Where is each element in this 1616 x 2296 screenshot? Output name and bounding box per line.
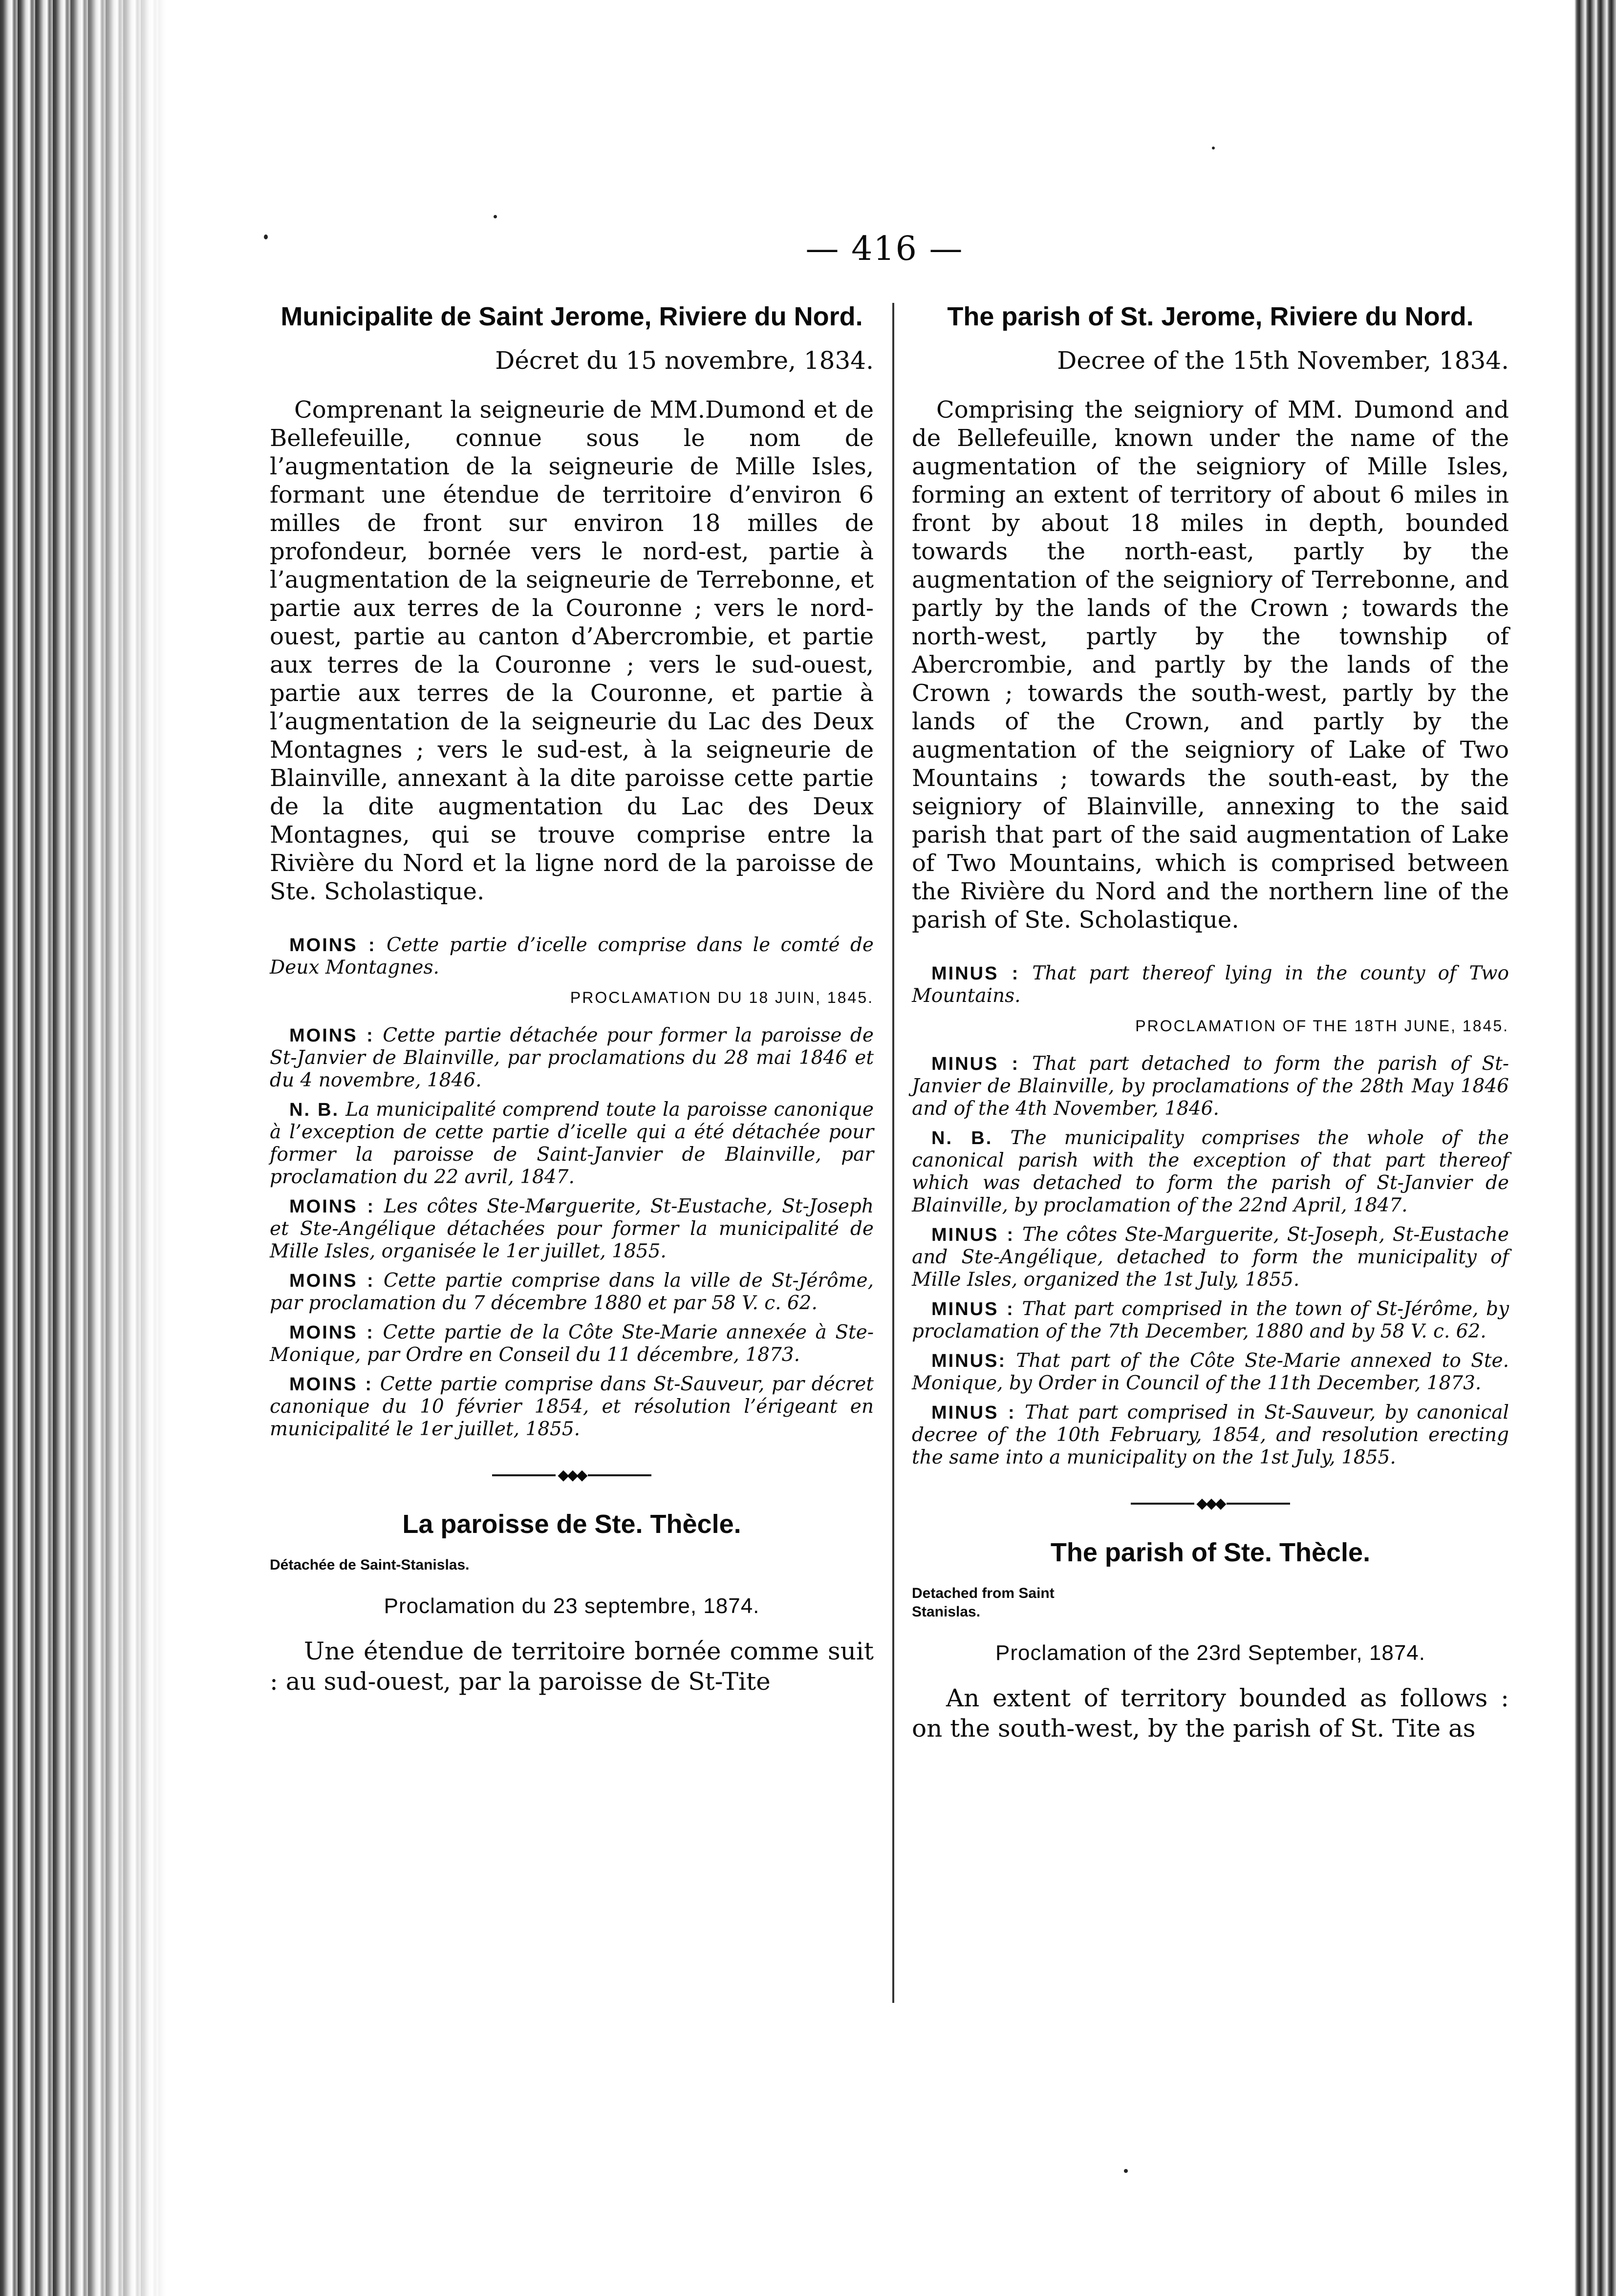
note-text: That part thereof lying in the county of Two Mountains.: [912, 962, 1509, 1007]
note-label: MOINS :: [289, 1374, 373, 1395]
note-text: La municipalité comprend toute la paroisse canonique à l’exception de cette partie d’icelle qui a été détachée pour former la paroisse de Saint-Janvier de Blainville, par proclamation du 22 avril, 1847.: [270, 1099, 874, 1188]
scan-speck: [1124, 2169, 1128, 2173]
note: [270, 1321, 874, 1366]
note: [270, 1270, 874, 1315]
note: [912, 1402, 1509, 1469]
detached-note: Détachée de Saint-Stanislas.: [270, 1557, 470, 1573]
scan-speck: [1212, 147, 1215, 149]
proclamation-line: Proclamation du 23 septembre, 1874.: [384, 1594, 760, 1618]
body-paragraph: Une étendue de territoire bornée comme suit : au sud-ouest, par la paroisse de St-Tite: [270, 1637, 874, 1696]
body-paragraph: Comprenant la seigneurie de MM.Dumond et de Bellefeuille, connue sous le nom de l’augmentation de la seigneurie de Mille Isles, formant une étendue de territoire d’environ 6 milles de front sur environ 18 milles de profondeur, bornée vers le nord-est, partie à l’augmentation de la seigneurie de Terrebonne, et partie aux terres de la Couronne ; vers le nord-ouest, partie au canton d’Abercrombie, et partie aux terres de la Couronne ; vers le sud-ouest, partie aux terres de la Couronne, et partie à l’augmentation de la seigneurie du Lac des Deux Montagnes ; vers le sud-est, à la seigneurie de Blainville, annexant à la dite paroisse cette partie de la dite augmentation du Lac des Deux Montagnes, qui se trouve comprise entre la Rivière du Nord et la ligne nord de la paroisse de Ste. Scholastique.: [270, 396, 874, 905]
note-label: MOINS :: [289, 935, 376, 956]
note: [912, 1298, 1509, 1343]
note-label: MINUS :: [931, 963, 1020, 984]
note-text: Cette partie d’icelle comprise dans le comté de Deux Montagnes.: [270, 934, 874, 978]
note-label: MINUS :: [931, 1225, 1015, 1245]
section-separator: ◆◆◆: [912, 1496, 1509, 1511]
note-text: Cette partie de la Côte Ste-Marie annexée à Ste-Monique, par Ordre en Conseil du 11 décembre, 1873.: [270, 1321, 874, 1366]
note-text: The municipality comprises the whole of the canonical parish with the exception of that part thereof which was detached to form the parish of St-Janvier de Blainville, by proclamation of the 22nd April, 1847.: [912, 1127, 1509, 1216]
note: [912, 1127, 1509, 1217]
note-label: MOINS :: [289, 1196, 375, 1217]
note: [270, 1195, 874, 1263]
note-label: MOINS :: [289, 1025, 374, 1046]
note-label: MINUS:: [931, 1351, 1007, 1371]
note-text: That part comprised in the town of St-Jérôme, by proclamation of the 7th December, 1880 and by 58 V. c. 62.: [912, 1298, 1509, 1342]
note-text: That part comprised in St-Sauveur, by canonical decree of the 10th February, 1854, and resolution erecting the same into a municipality on the 1st July, 1855.: [912, 1402, 1509, 1468]
note-text: The côtes Ste-Marguerite, St-Joseph, St-Eustache and Ste-Angélique, detached to form the municipality of Mille Isles, organized the 1st July, 1855.: [912, 1224, 1509, 1291]
scan-speck: [494, 215, 497, 218]
note: [912, 1224, 1509, 1291]
note: [912, 962, 1509, 1007]
note-text: Les côtes Ste-Marguerite, St-Eustache, St-Joseph et Ste-Angélique détachées pour former la municipalité de Mille Isles, organisée le 1er juillet, 1855.: [270, 1195, 874, 1262]
left-column: [270, 298, 874, 1697]
column-divider: [892, 303, 894, 2003]
section-heading: The parish of Ste. Thècle.: [1050, 1538, 1371, 1567]
note-label: MINUS :: [931, 1403, 1016, 1423]
note-label: MINUS :: [931, 1299, 1014, 1319]
proclamation-line: PROCLAMATION OF THE 18TH JUNE, 1845.: [1135, 1017, 1509, 1035]
note-text: Cette partie comprise dans St-Sauveur, par décret canonique du 10 février 1854, et résolution l’érigeant en municipalité le 1er juillet, 1855.: [270, 1373, 874, 1440]
section-heading: The parish of St. Jerome, Riviere du Nord.: [947, 302, 1474, 331]
scan-edge-left: [0, 0, 166, 2296]
note: [912, 1350, 1509, 1395]
note: [270, 1373, 874, 1441]
note-label: MOINS :: [289, 1322, 374, 1343]
note: [270, 1024, 874, 1092]
body-paragraph: Comprising the seigniory of MM. Dumond and de Bellefeuille, known under the name of the augmentation of the seigniory of Mille Isles, forming an extent of territory of about 6 miles in front by about 18 miles in depth, bounded towards the north-east, partly by the augmentation of the seigniory of Terrebonne, and partly by the lands of the Crown ; towards the north-west, partly by the township of Abercrombie, and partly by the lands of the Crown ; towards the south-west, partly by the lands of the Crown, and partly by the augmentation of the seigniory of Lake of Two Mountains ; towards the south-east, by the seigniory of Blainville, annexing to the said parish that part of the said augmentation of Lake of Two Mountains, which is comprised between the Rivière du Nord and the northern line of the parish of Ste. Scholastique.: [912, 396, 1509, 934]
section-separator: ◆◆◆: [270, 1468, 874, 1483]
note-text: Cette partie détachée pour former la paroisse de St-Janvier de Blainville, par proclamations du 28 mai 1846 et du 4 novembre, 1846.: [270, 1024, 874, 1091]
section-heading: La paroisse de Ste. Thècle.: [402, 1509, 741, 1539]
note-text: Cette partie comprise dans la ville de St-Jérôme, par proclamation du 7 décembre 1880 et par 58 V. c. 62.: [270, 1270, 874, 1314]
section-heading: Municipalite de Saint Jerome, Riviere du Nord.: [280, 302, 863, 331]
note: [270, 1099, 874, 1189]
proclamation-line: Proclamation of the 23rd September, 1874.: [995, 1641, 1425, 1665]
note-label: MINUS :: [931, 1054, 1020, 1074]
note-text: That part detached to form the parish of St-Janvier de Blainville, by proclamations of the 28th May 1846 and of the 4th November, 1846.: [912, 1053, 1509, 1120]
scan-edge-right: [1574, 0, 1616, 2296]
body-paragraph: An extent of territory bounded as follows : on the south-west, by the parish of St. Tite as: [912, 1684, 1509, 1743]
detached-note: Detached from Saint Stanislas.: [912, 1585, 1055, 1620]
decree-date: Decree of the 15th November, 1834.: [1057, 346, 1509, 375]
note-text: That part of the Côte Ste-Marie annexed to Ste. Monique, by Order in Council of the 11th December, 1873.: [912, 1350, 1509, 1394]
proclamation-line: PROCLAMATION DU 18 JUIN, 1845.: [570, 989, 874, 1006]
note-label: N. B.: [931, 1128, 993, 1148]
note: [270, 934, 874, 979]
scan-speck: [264, 234, 268, 239]
decree-date: Décret du 15 novembre, 1834.: [495, 346, 874, 375]
note-label: MOINS :: [289, 1271, 375, 1291]
page-number: — 416 —: [805, 230, 964, 268]
note-label: N. B.: [289, 1100, 340, 1120]
note: [912, 1053, 1509, 1120]
right-column: [912, 298, 1509, 1743]
